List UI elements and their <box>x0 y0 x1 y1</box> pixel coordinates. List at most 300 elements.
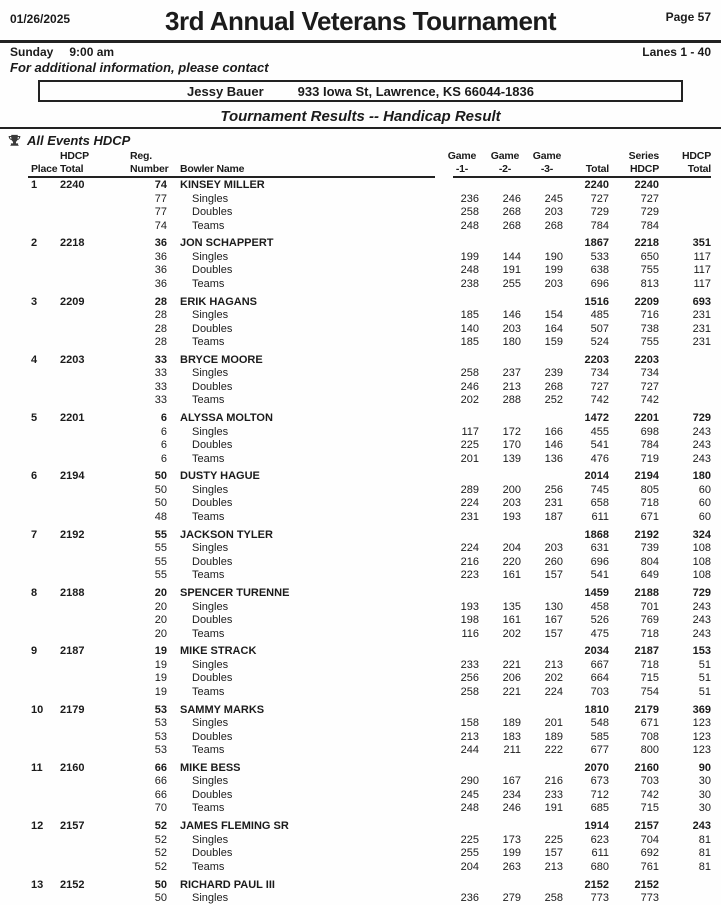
game3-cell: 213 <box>544 860 563 873</box>
game2-cell: 221 <box>502 685 521 698</box>
results-body <box>28 179 711 905</box>
event-hdcp-cell: 243 <box>692 452 711 465</box>
event-row <box>28 744 711 758</box>
event-label-cell: Teams <box>192 685 225 698</box>
bowler-name: SAMMY MARKS <box>180 703 265 716</box>
series-hdcp-cell: 2152 <box>634 878 659 891</box>
event-total-cell: 742 <box>590 394 609 407</box>
reg-number-cell: 36 <box>154 237 167 250</box>
event-total-cell: 533 <box>590 250 609 263</box>
bowler-row <box>28 587 711 601</box>
bowler-row <box>28 820 711 834</box>
page-header <box>0 0 721 43</box>
game1-cell: 258 <box>460 685 479 698</box>
event-total-cell: 585 <box>590 730 609 743</box>
game2-cell: 202 <box>502 627 521 640</box>
game2-cell: 220 <box>502 555 521 568</box>
event-reg-cell: 33 <box>154 367 167 380</box>
game3-cell: 199 <box>544 264 563 277</box>
event-total-cell: 734 <box>590 367 609 380</box>
game2-cell: 204 <box>502 542 521 555</box>
event-reg-cell: 70 <box>154 802 167 815</box>
event-label-cell: Teams <box>192 394 225 407</box>
event-hdcp-cell: 123 <box>692 730 711 743</box>
event-label-cell: Singles <box>192 775 229 788</box>
event-total-cell: 541 <box>590 439 609 452</box>
event-reg-cell: 53 <box>154 717 167 730</box>
event-hdcp-cell: 243 <box>692 600 711 613</box>
event-row <box>28 542 711 556</box>
reg-number-cell: 33 <box>154 353 167 366</box>
event-hdcp-cell: 108 <box>692 542 711 555</box>
contact-box <box>38 80 683 102</box>
event-label-cell: Singles <box>192 833 229 846</box>
game2-cell: 246 <box>502 802 521 815</box>
table-header-line2 <box>28 163 711 176</box>
event-label-cell: Teams <box>192 219 225 232</box>
game3-cell: 256 <box>544 483 563 496</box>
event-reg-cell: 55 <box>154 569 167 582</box>
place-cell: 6 <box>31 470 38 483</box>
game2-cell: 268 <box>502 219 521 232</box>
event-reg-cell: 48 <box>154 510 167 523</box>
game3-cell: 159 <box>544 336 563 349</box>
bowler-row <box>28 179 711 193</box>
series-hdcp-cell: 2157 <box>634 820 659 833</box>
event-label-cell: Teams <box>192 277 225 290</box>
event-total-cell: 638 <box>590 264 609 277</box>
event-hdcp-cell <box>659 220 711 234</box>
scratch-total-cell: 1472 <box>584 412 609 425</box>
col-hdcpcol-h2: Total <box>687 162 711 175</box>
event-total-cell: 784 <box>590 219 609 232</box>
event-series-hdcp-cell: 755 <box>640 336 659 349</box>
event-hdcp-cell: 81 <box>698 847 711 860</box>
event-hdcp-cell: 60 <box>698 510 711 523</box>
event-series-hdcp-cell: 754 <box>640 685 659 698</box>
event-series-hdcp-cell: 649 <box>640 569 659 582</box>
event-reg-cell: 19 <box>154 685 167 698</box>
bowler-block <box>28 762 711 816</box>
event-label-cell: Singles <box>192 425 229 438</box>
reg-number-cell: 6 <box>160 412 167 425</box>
event-series-hdcp-cell: 769 <box>640 614 659 627</box>
col-series-h1: Series <box>628 150 659 162</box>
series-hdcp-cell: 2194 <box>634 470 659 483</box>
scratch-total-cell: 1459 <box>584 587 609 600</box>
place-cell: 9 <box>31 645 38 658</box>
hdcp-total-cell: 2203 <box>60 353 85 366</box>
event-hdcp-cell: 30 <box>698 788 711 801</box>
event-series-hdcp-cell: 708 <box>640 730 659 743</box>
col-reg-h1: Reg. <box>130 150 152 162</box>
event-total-cell: 548 <box>590 717 609 730</box>
place-cell: 11 <box>31 761 43 774</box>
event-reg-cell: 36 <box>154 250 167 263</box>
scratch-total-cell: 1914 <box>584 820 609 833</box>
game1-cell: 223 <box>460 569 479 582</box>
contact-address: 933 Iowa St, Lawrence, KS 66044-1836 <box>297 83 534 99</box>
event-row <box>28 628 711 642</box>
event-series-hdcp-cell: 715 <box>640 802 659 815</box>
event-total-cell: 485 <box>590 309 609 322</box>
game2-cell: 203 <box>502 497 521 510</box>
event-reg-cell: 66 <box>154 788 167 801</box>
event-reg-cell: 20 <box>154 600 167 613</box>
event-series-hdcp-cell: 671 <box>640 717 659 730</box>
game1-cell: 248 <box>460 802 479 815</box>
hdcp-amount-cell: 180 <box>692 470 711 483</box>
event-reg-cell: 6 <box>160 439 167 452</box>
event-hdcp-cell: 117 <box>693 250 711 263</box>
game1-cell: 255 <box>460 847 479 860</box>
page-number: Page 57 <box>665 10 711 24</box>
event-reg-cell: 36 <box>154 264 167 277</box>
event-series-hdcp-cell: 727 <box>640 192 659 205</box>
lanes-range: Lanes 1 - 40 <box>642 45 711 59</box>
event-total-cell: 677 <box>590 744 609 757</box>
hdcp-total-cell: 2188 <box>60 587 85 600</box>
event-reg-cell: 53 <box>154 744 167 757</box>
event-series-hdcp-cell: 703 <box>640 775 659 788</box>
game3-cell: 260 <box>544 555 563 568</box>
event-hdcp-cell: 231 <box>692 322 711 335</box>
event-label-cell: Doubles <box>192 264 233 277</box>
game3-cell: 233 <box>544 788 563 801</box>
place-cell: 12 <box>31 820 44 833</box>
game3-cell: 189 <box>544 730 563 743</box>
event-series-hdcp-cell: 804 <box>640 555 659 568</box>
place-cell: 13 <box>31 878 44 891</box>
game1-cell: 224 <box>460 542 479 555</box>
game2-cell: 189 <box>502 717 521 730</box>
game2-cell: 170 <box>502 439 521 452</box>
event-hdcp-cell <box>659 193 711 207</box>
event-total-cell: 541 <box>590 569 609 582</box>
event-total-cell: 611 <box>591 510 609 523</box>
event-total-cell: 475 <box>590 627 609 640</box>
bowler-name: SPENCER TURENNE <box>180 587 290 600</box>
event-series-hdcp-cell: 719 <box>640 452 659 465</box>
event-total-cell: 673 <box>590 775 609 788</box>
event-reg-cell: 19 <box>154 658 167 671</box>
event-label-cell: Doubles <box>192 847 233 860</box>
event-row <box>28 686 711 700</box>
event-hdcp-cell: 231 <box>692 309 711 322</box>
bowler-row <box>28 762 711 776</box>
session-daytime <box>10 45 114 60</box>
event-row <box>28 614 711 628</box>
event-total-cell: 507 <box>590 322 609 335</box>
game2-cell: 135 <box>502 600 521 613</box>
col-hdcp-total-h1: HDCP <box>60 150 89 162</box>
hdcp-amount-cell <box>659 354 711 368</box>
game1-cell: 198 <box>460 614 479 627</box>
event-hdcp-cell <box>659 367 711 381</box>
trophy-icon <box>8 134 21 147</box>
event-row <box>28 193 711 207</box>
event-label-cell: Doubles <box>192 730 233 743</box>
bowler-block <box>28 645 711 699</box>
event-series-hdcp-cell: 718 <box>640 497 659 510</box>
col-hdcpcol-h1: HDCP <box>682 150 711 162</box>
game1-cell: 248 <box>460 219 479 232</box>
game1-cell: 224 <box>460 497 479 510</box>
scratch-total-cell: 1867 <box>584 237 609 250</box>
event-total-cell: 727 <box>590 192 609 205</box>
game1-cell: 116 <box>461 627 479 640</box>
event-hdcp-cell: 60 <box>698 497 711 510</box>
event-series-hdcp-cell: 671 <box>640 510 659 523</box>
event-label-cell: Doubles <box>192 614 233 627</box>
event-label-cell: Singles <box>192 717 229 730</box>
game1-cell: 233 <box>460 658 479 671</box>
hdcp-amount-cell: 693 <box>692 295 711 308</box>
event-label-cell: Teams <box>192 569 225 582</box>
game3-cell: 201 <box>544 717 563 730</box>
event-reg-cell: 55 <box>154 542 167 555</box>
event-label-cell: Singles <box>192 600 229 613</box>
reg-number-cell: 52 <box>154 820 167 833</box>
event-row <box>28 439 711 453</box>
col-total-h: Total <box>585 162 609 175</box>
game3-cell: 191 <box>544 802 563 815</box>
game1-cell: 185 <box>460 336 479 349</box>
event-row <box>28 659 711 673</box>
event-label-cell: Doubles <box>192 497 233 510</box>
event-hdcp-cell: 243 <box>692 439 711 452</box>
bowler-name: ERIK HAGANS <box>180 295 258 308</box>
bowler-block <box>28 879 711 905</box>
event-hdcp-cell <box>659 206 711 220</box>
series-hdcp-cell: 2179 <box>634 703 659 716</box>
event-series-hdcp-cell: 727 <box>640 380 659 393</box>
game3-cell: 130 <box>544 600 563 613</box>
scratch-total-cell: 1810 <box>584 703 609 716</box>
event-label-cell: Teams <box>192 860 225 873</box>
game1-cell: 201 <box>460 452 479 465</box>
event-label-cell: Singles <box>192 192 229 205</box>
event-hdcp-cell: 60 <box>698 483 711 496</box>
sub-header <box>0 43 721 60</box>
hdcp-total-cell: 2192 <box>60 528 85 541</box>
game1-cell: 236 <box>460 192 479 205</box>
bowler-row <box>28 470 711 484</box>
bowler-block <box>28 470 711 524</box>
event-label-cell: Teams <box>192 802 225 815</box>
bowler-block <box>28 529 711 583</box>
event-hdcp-cell: 108 <box>692 555 711 568</box>
scratch-total-cell: 2014 <box>584 470 609 483</box>
event-row <box>28 789 711 803</box>
game3-cell: 268 <box>544 380 563 393</box>
game1-cell: 258 <box>460 206 479 218</box>
game1-cell: 204 <box>460 860 479 873</box>
game3-cell: 203 <box>544 542 563 555</box>
event-row <box>28 206 711 220</box>
event-series-hdcp-cell: 742 <box>640 788 659 801</box>
scratch-total-cell: 2070 <box>584 761 609 774</box>
event-reg-cell: 50 <box>154 483 167 496</box>
hdcp-total-cell: 2157 <box>60 820 85 833</box>
event-row <box>28 731 711 745</box>
series-hdcp-cell: 2209 <box>634 295 659 308</box>
event-row <box>28 309 711 323</box>
bowler-name: KINSEY MILLER <box>180 179 265 191</box>
game3-cell: 157 <box>544 627 563 640</box>
bowler-block <box>28 820 711 874</box>
game3-cell: 167 <box>544 614 563 627</box>
game2-cell: 203 <box>502 322 521 335</box>
reg-number-cell: 53 <box>154 703 167 716</box>
contact-note: For additional information, please contact <box>10 60 269 75</box>
event-row <box>28 834 711 848</box>
event-reg-cell: 77 <box>154 206 167 218</box>
event-label-cell: Singles <box>192 367 229 380</box>
event-series-hdcp-cell: 701 <box>640 600 659 613</box>
hdcp-total-cell: 2201 <box>60 412 85 425</box>
bowler-row <box>28 879 711 893</box>
event-series-hdcp-cell: 761 <box>640 860 659 873</box>
bowler-row <box>28 412 711 426</box>
hdcp-total-cell: 2160 <box>60 761 85 774</box>
series-hdcp-cell: 2187 <box>634 645 659 658</box>
event-total-cell: 526 <box>590 614 609 627</box>
game1-cell: 231 <box>460 510 479 523</box>
col-place-h: Place <box>31 162 58 175</box>
event-reg-cell: 53 <box>154 730 167 743</box>
event-row <box>28 251 711 265</box>
game2-cell: 221 <box>502 658 521 671</box>
hdcp-amount-cell: 153 <box>692 645 711 658</box>
event-series-hdcp-cell: 742 <box>640 394 659 407</box>
game2-cell: 173 <box>502 833 521 846</box>
event-reg-cell: 52 <box>154 847 167 860</box>
reg-number-cell: 55 <box>154 528 167 541</box>
place-cell: 1 <box>31 179 38 191</box>
game3-cell: 224 <box>544 685 563 698</box>
bowler-block <box>28 296 711 350</box>
event-row <box>28 367 711 381</box>
results-section-title: Tournament Results -- Handicap Result <box>0 108 721 129</box>
scratch-total-cell: 2240 <box>584 179 609 191</box>
event-label-cell: Singles <box>192 658 229 671</box>
event-label-cell: Doubles <box>192 322 233 335</box>
event-hdcp-cell: 108 <box>692 569 711 582</box>
scratch-total-cell: 1516 <box>584 295 609 308</box>
event-label-cell: Singles <box>192 250 229 263</box>
event-reg-cell: 28 <box>154 336 167 349</box>
game3-cell: 136 <box>544 452 563 465</box>
game3-cell: 252 <box>544 394 563 407</box>
bowler-name: DUSTY HAGUE <box>180 470 260 483</box>
session-time: 9:00 am <box>69 45 115 59</box>
event-reg-cell: 20 <box>154 614 167 627</box>
game2-cell: 161 <box>502 569 521 582</box>
event-hdcp-cell: 51 <box>698 685 711 698</box>
event-total-cell: 680 <box>590 860 609 873</box>
series-hdcp-cell: 2240 <box>634 179 659 191</box>
event-label: All Events HDCP <box>27 133 131 148</box>
bowler-block <box>28 179 711 233</box>
bowler-name: JON SCHAPPERT <box>180 237 274 250</box>
event-row <box>28 892 711 905</box>
event-row <box>28 497 711 511</box>
game2-cell: 268 <box>502 206 521 218</box>
game3-cell: 216 <box>544 775 563 788</box>
event-series-hdcp-cell: 716 <box>640 309 659 322</box>
game3-cell: 213 <box>544 658 563 671</box>
game3-cell: 157 <box>544 847 563 860</box>
bowler-block <box>28 412 711 466</box>
game1-cell: 246 <box>460 380 479 393</box>
series-hdcp-cell: 2218 <box>634 237 659 250</box>
game3-cell: 231 <box>544 497 563 510</box>
event-hdcp-cell: 117 <box>693 264 711 277</box>
event-label-cell: Teams <box>192 510 225 523</box>
reg-number-cell: 74 <box>154 179 167 191</box>
report-date: 01/26/2025 <box>10 12 71 26</box>
event-total-cell: 476 <box>590 452 609 465</box>
place-cell: 5 <box>31 412 38 425</box>
event-hdcp-cell: 81 <box>698 860 711 873</box>
place-cell: 8 <box>31 587 38 600</box>
event-reg-cell: 77 <box>154 192 167 205</box>
event-total-cell: 773 <box>590 892 609 905</box>
game1-cell: 244 <box>460 744 479 757</box>
game2-cell: 139 <box>502 452 521 465</box>
col-series-h2: HDCP <box>630 162 659 175</box>
game3-cell: 268 <box>544 219 563 232</box>
game1-cell: 248 <box>460 264 479 277</box>
event-row <box>28 220 711 234</box>
event-heading <box>8 133 721 148</box>
bowler-name: MIKE STRACK <box>180 645 257 658</box>
event-row <box>28 556 711 570</box>
game3-cell: 203 <box>544 277 563 290</box>
game1-cell: 258 <box>460 367 479 380</box>
hdcp-amount-cell: 90 <box>698 761 711 774</box>
event-hdcp-cell <box>659 394 711 408</box>
event-total-cell: 703 <box>590 685 609 698</box>
scratch-total-cell: 2152 <box>584 878 609 891</box>
game1-cell: 140 <box>460 322 479 335</box>
event-row <box>28 394 711 408</box>
col-game3-h2: -3- <box>540 162 554 175</box>
game1-cell: 256 <box>460 672 479 685</box>
event-reg-cell: 52 <box>154 833 167 846</box>
hdcp-total-cell: 2209 <box>60 295 85 308</box>
event-label-cell: Teams <box>192 452 225 465</box>
game3-cell: 202 <box>544 672 563 685</box>
game2-cell: 263 <box>502 860 521 873</box>
event-label-cell: Teams <box>192 744 225 757</box>
event-series-hdcp-cell: 773 <box>640 892 659 905</box>
event-hdcp-cell: 30 <box>698 775 711 788</box>
bowler-name: JACKSON TYLER <box>180 528 273 541</box>
game2-cell: 234 <box>502 788 521 801</box>
contact-name: Jessy Bauer <box>187 83 264 99</box>
game2-cell: 255 <box>502 277 521 290</box>
event-hdcp-cell <box>659 381 711 395</box>
bowler-name: MIKE BESS <box>180 761 241 774</box>
hdcp-amount-cell: 243 <box>692 820 711 833</box>
event-row <box>28 775 711 789</box>
event-reg-cell: 74 <box>154 219 167 232</box>
table-header-line1 <box>28 150 711 163</box>
scratch-total-cell: 2034 <box>584 645 609 658</box>
place-cell: 7 <box>31 528 38 541</box>
